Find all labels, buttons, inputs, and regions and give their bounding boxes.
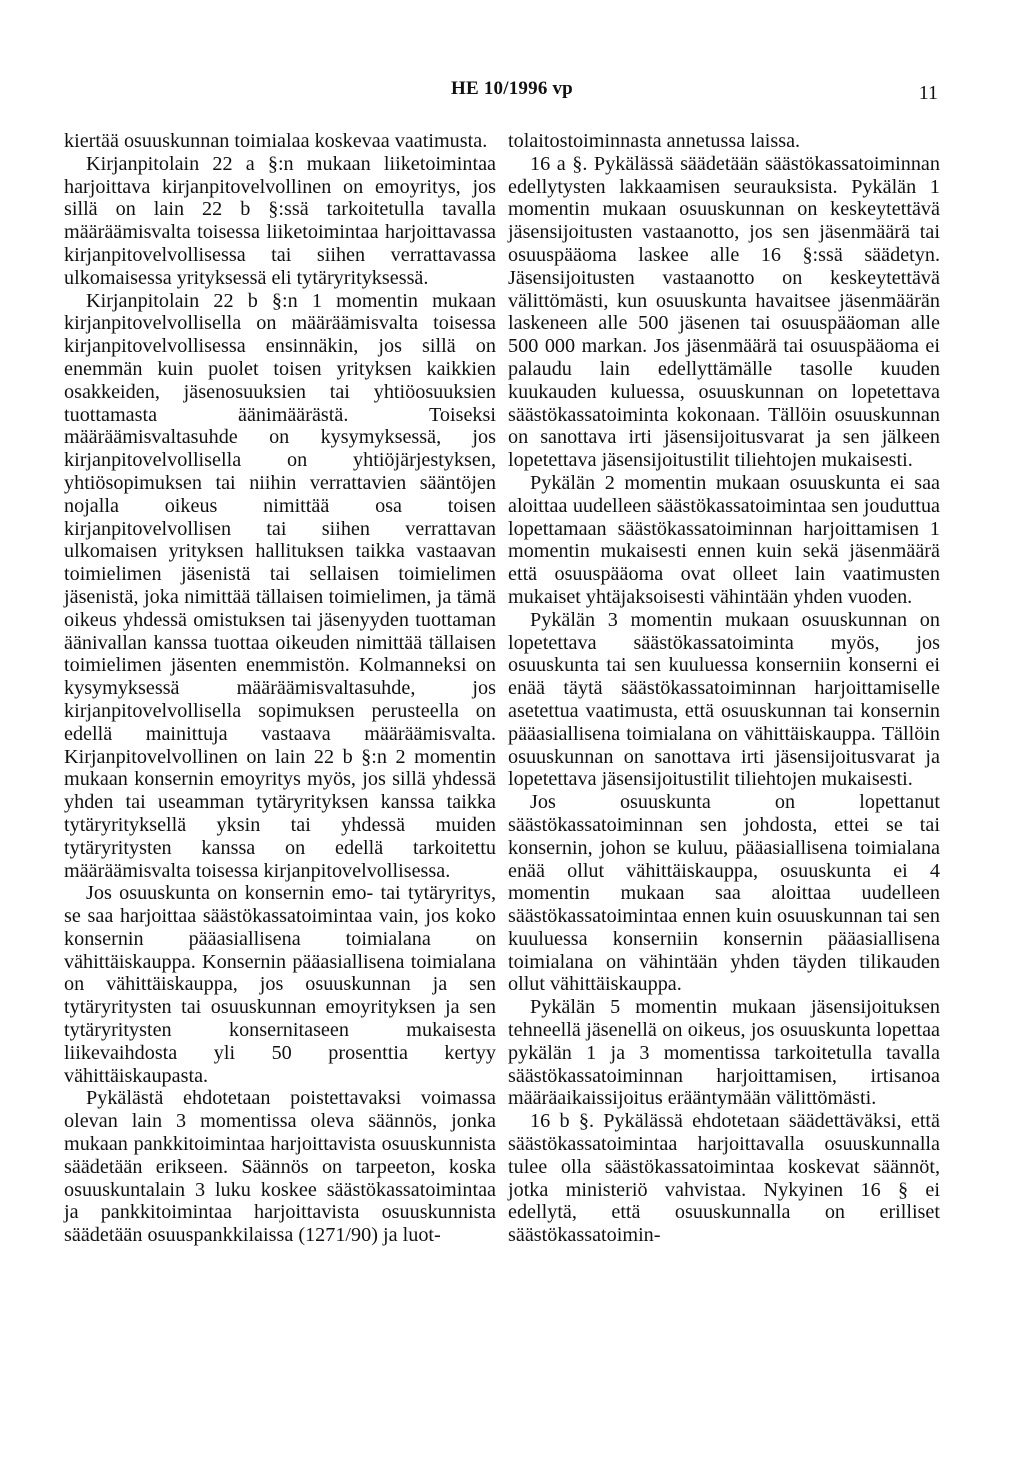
paragraph: Pykälän 2 momentin mukaan osuuskunta ei saa aloittaa uudelleen säästökassatoimintaa sen jouduttua lopettamaan säästökassatoiminnan harjoittamisen 1 momentin mukaisesti ennen kuin sekä jäsenmäärä että osuuspääoma ovat olleet lain vaatimusten mukaiset yhtäjaksoisesti vähintään yhden vuoden. <box>508 471 940 608</box>
page-number: 11 <box>918 82 938 104</box>
paragraph: Kirjanpitolain 22 b §:n 1 momentin mukaan kirjanpitovelvollisella on määräämisvalta toisessa kirjanpitovelvollisessa ensinnäkin, jos sillä on enemmän kuin puolet toisen yrityksen kaikkien osakkeiden, jäsenosuuksien tai yhtiöosuuksien tuottamasta äänimäärästä. Toiseksi määräämisvaltasuhde on kysymyksessä, jos kirjanpitovelvollisella on yhtiöjärjestyksen, yhtiösopimuksen tai niihin verrattavien sääntöjen nojalla oikeus nimittää osa toisen kirjanpitovelvollisen tai siihen verrattavan ulkomaisen yrityksen hallituksen taikka vastaavan toimielimen jäsenistä tai sellaisen toimielimen jäsenistä, joka nimittää tällaisen toimielimen, ja tämä oikeus yhdessä omistuksen tai jäsenyyden tuottaman äänivallan kanssa tuottaa oikeuden nimittää tällaisen toimielimen jäsenten enemmistön. Kolmanneksi on kysymyksessä määräämisvaltasuhde, jos kirjanpitovelvollisella sopimuksen perusteella on edellä mainittuja vastaava määräämisvalta. Kirjanpitovelvollinen on lain 22 b §:n 2 momentin mukaan konsernin emoyritys myös, jos sillä yhdessä yhden tai useamman tytäryrityksen kanssa taikka tytäryrityksellä yksin tai yhdessä muiden tytäryritysten kanssa on edellä tarkoitettu määräämisvalta toisessa kirjanpitovelvollisessa. <box>64 289 496 882</box>
paragraph: Jos osuuskunta on konsernin emo- tai tytäryritys, se saa harjoittaa säästökassatoimintaa vain, jos koko konsernin pääasiallisena toimialana on vähittäiskauppa. Konsernin pääasiallisena toimialana on vähittäiskauppa, jos osuuskunnan ja sen tytäryritysten tai osuuskunnan emoyrityksen ja sen tytäryritysten konsernitaseen mukaisesta liikevaihdosta yli 50 prosenttia kertyy vähittäiskaupasta. <box>64 882 496 1087</box>
paragraph: tolaitostoiminnasta annetussa laissa. <box>508 130 801 152</box>
paragraph: Pykälän 3 momentin mukaan osuuskunnan on lopetettava säästökassatoiminta myös, jos osuuskunta tai sen kuuluessa konserniin konserni ei enää täytä säästökassatoiminnan harjoittamiselle asetettua vaatimusta, että osuuskunnan tai konsernin pääasiallisena toimialana on vähittäiskauppa. Tällöin osuuskunnan on sanottava irti jäsensijoitusvarat ja lopetettava jäsensijoitustilit tiliehtojen mukaisesti. <box>508 608 940 791</box>
paragraph: Kirjanpitolain 22 a §:n mukaan liiketoimintaa harjoittava kirjanpitovelvollinen on emoyritys, jos sillä on lain 22 b §:ssä tarkoitetulla tavalla määräämisvalta toisessa liiketoimintaa harjoittavassa kirjanpitovelvollisessa tai siihen verrattavassa ulkomaisessa yrityksessä eli tytäryrityksessä. <box>64 152 496 289</box>
paragraph: kiertää osuuskunnan toimialaa koskevaa vaatimusta. <box>64 130 488 152</box>
paragraph: Pykälän 5 momentin mukaan jäsensijoituksen tehneellä jäsenellä on oikeus, jos osuuskunta lopettaa pykälän 1 ja 3 momentissa tarkoitetulla tavalla säästökassatoiminnan harjoittamisen, irtisanoa määräaikaissijoitus erääntymään välittömästi. <box>508 996 940 1110</box>
left-column <box>64 130 496 1247</box>
paragraph: Pykälästä ehdotetaan poistettavaksi voimassa olevan lain 3 momentissa oleva säännös, jonka mukaan pankkitoimintaa harjoittavista osuuskunnista säädetään erikseen. Säännös on tarpeeton, koska osuuskuntalain 3 luku koskee säästökassatoimintaa ja pankkitoimintaa harjoittavista osuuskunnista säädetään osuuspankkilaissa (1271/90) ja luot- <box>64 1087 496 1247</box>
page-header <box>0 78 1024 108</box>
paragraph: 16 b §. Pykälässä ehdotetaan säädettäväksi, että säästökassatoimintaa harjoittavalla osuuskunnalla tulee olla säästökassatoimintaa koskevat säännöt, jotka ministeriö vahvistaa. Nykyinen 16 § ei edellytä, että osuuskunnalla on erilliset säästökassatoimin- <box>508 1110 940 1247</box>
paragraph: 16 a §. Pykälässä säädetään säästökassatoiminnan edellytysten lakkaamisen seurauksista. Pykälän 1 momentin mukaan osuuskunnan on keskeytettävä jäsensijoitusten vastaanotto, jos sen jäsenmäärä tai osuuspääoma laskee alle 16 §:ssä säädetyn. Jäsensijoitusten vastaanotto on keskeytettävä välittömästi, kun osuuskunta havaitsee jäsenmäärän laskeneen alle 500 jäsenen tai osuuspääoman alle 500 000 markan. Jos jäsenmäärä tai osuuspääoma ei palaudu lain edellyttämälle tasolle kuuden kuukauden kuluessa, osuuskunnan on lopetettava säästökassatoiminta kokonaan. Tällöin osuuskunnan on sanottava irti jäsensijoitusvarat ja sen jälkeen lopetettava jäsensijoitustilit tiliehtojen mukaisesti. <box>508 152 940 472</box>
right-column <box>508 130 940 1247</box>
document-id: HE 10/1996 vp <box>451 78 573 99</box>
paragraph: Jos osuuskunta on lopettanut säästökassatoiminnan sen johdosta, ettei se tai konsernin, johon se kuluu, pääasiallisena toimialana enää ollut vähittäiskauppa, osuuskunta ei 4 momentin mukaan saa aloittaa uudelleen säästökassatoimintaa ennen kuin osuuskunnan tai sen kuuluessa konserniin konsernin pääasiallisena toimialana on vähintään yhden täyden tilikauden ollut vähittäiskauppa. <box>508 791 940 996</box>
